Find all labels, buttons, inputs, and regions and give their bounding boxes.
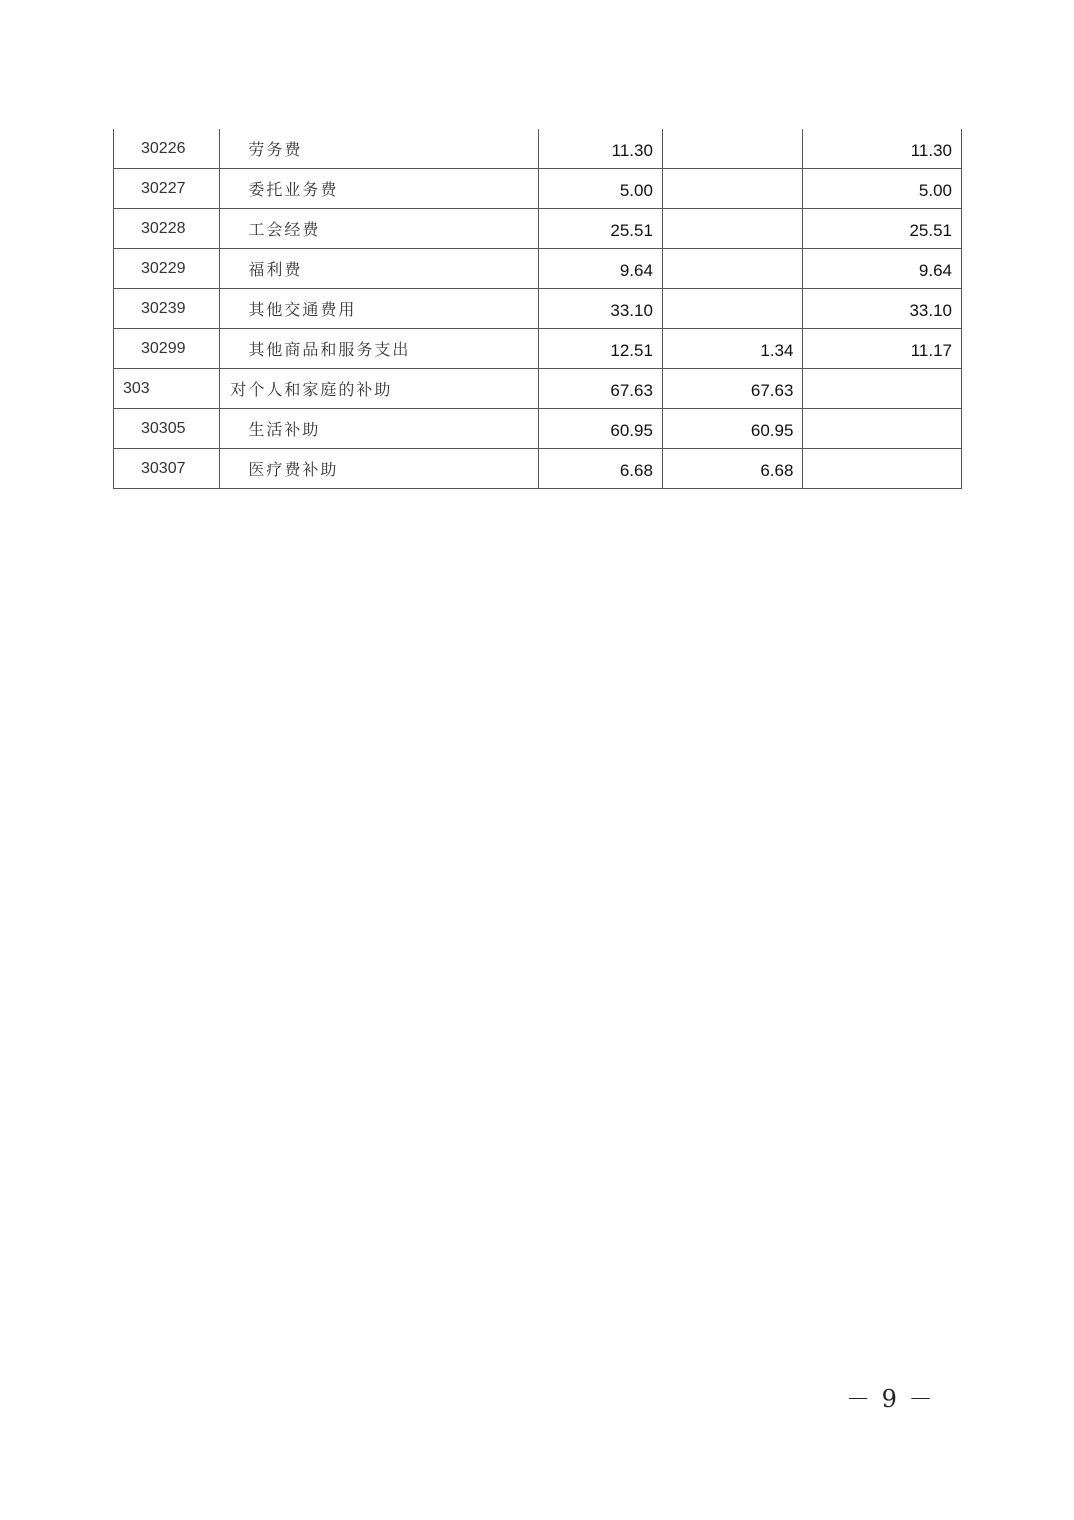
economic-code-cell: 303 xyxy=(114,369,220,409)
basic-amount-value: 1.34 xyxy=(760,340,794,360)
project-amount-cell xyxy=(803,329,962,369)
project-amount-value: 11.30 xyxy=(910,140,952,160)
economic-code-cell: 30229 xyxy=(114,249,220,289)
economic-code-cell: 30228 xyxy=(114,209,220,249)
item-name-cell: 医疗费补助 xyxy=(220,449,538,489)
basic-amount-value: 6.68 xyxy=(760,460,794,480)
project-amount-value: 25.51 xyxy=(909,220,952,240)
table-row xyxy=(114,249,962,289)
table-row xyxy=(114,209,962,249)
total-amount-cell xyxy=(538,209,662,249)
basic-amount-cell xyxy=(662,249,802,289)
project-amount-cell xyxy=(803,369,962,409)
total-amount-value: 12.51 xyxy=(610,340,653,360)
project-amount-cell xyxy=(803,289,962,329)
basic-amount-cell xyxy=(662,209,802,249)
project-amount-cell xyxy=(803,449,962,489)
economic-code-cell: 30305 xyxy=(114,409,220,449)
basic-amount-cell xyxy=(662,449,802,489)
table-row xyxy=(114,449,962,489)
page-number: － 9 － xyxy=(846,1385,935,1413)
total-amount-cell xyxy=(538,409,662,449)
basic-amount-cell xyxy=(662,369,802,409)
total-amount-value: 6.68 xyxy=(619,460,653,480)
item-name-cell: 工会经费 xyxy=(220,209,538,249)
total-amount-value: 11.30 xyxy=(611,140,653,160)
basic-amount-cell xyxy=(662,409,802,449)
project-amount-value: 5.00 xyxy=(918,180,952,200)
project-amount-value: 33.10 xyxy=(909,300,952,320)
item-name-cell: 劳务费 xyxy=(220,129,538,169)
table-row xyxy=(114,169,962,209)
total-amount-value: 9.64 xyxy=(619,260,653,280)
total-amount-value: 60.95 xyxy=(610,420,653,440)
basic-amount-cell xyxy=(662,329,802,369)
item-name-cell: 福利费 xyxy=(220,249,538,289)
basic-amount-cell xyxy=(662,169,802,209)
project-amount-cell xyxy=(803,249,962,289)
table-row xyxy=(114,329,962,369)
item-name-cell: 其他商品和服务支出 xyxy=(220,329,538,369)
basic-amount-cell xyxy=(662,289,802,329)
table-row xyxy=(114,409,962,449)
total-amount-cell xyxy=(538,369,662,409)
item-name-cell: 对个人和家庭的补助 xyxy=(220,369,538,409)
economic-code-cell: 30226 xyxy=(114,129,220,169)
basic-amount-cell xyxy=(662,129,802,169)
table-row xyxy=(114,289,962,329)
total-amount-cell xyxy=(538,449,662,489)
item-name-cell: 其他交通费用 xyxy=(220,289,538,329)
budget-table-body xyxy=(114,129,962,489)
total-amount-value: 5.00 xyxy=(619,180,653,200)
total-amount-value: 67.63 xyxy=(610,380,653,400)
budget-table xyxy=(113,129,962,489)
economic-code-cell: 30227 xyxy=(114,169,220,209)
total-amount-value: 33.10 xyxy=(610,300,653,320)
project-amount-cell xyxy=(803,209,962,249)
total-amount-cell xyxy=(538,329,662,369)
economic-code-cell: 30307 xyxy=(114,449,220,489)
total-amount-value: 25.51 xyxy=(610,220,653,240)
economic-code-cell: 30299 xyxy=(114,329,220,369)
table-row xyxy=(114,129,962,169)
project-amount-value: 11.17 xyxy=(910,340,952,360)
project-amount-cell xyxy=(803,409,962,449)
economic-code-cell: 30239 xyxy=(114,289,220,329)
total-amount-cell xyxy=(538,169,662,209)
total-amount-cell xyxy=(538,249,662,289)
project-amount-cell xyxy=(803,169,962,209)
project-amount-value: 9.64 xyxy=(918,260,952,280)
basic-amount-value: 60.95 xyxy=(750,420,794,440)
item-name-cell: 委托业务费 xyxy=(220,169,538,209)
item-name-cell: 生活补助 xyxy=(220,409,538,449)
basic-amount-value: 67.63 xyxy=(750,380,794,400)
total-amount-cell xyxy=(538,129,662,169)
project-amount-cell xyxy=(803,129,962,169)
total-amount-cell xyxy=(538,289,662,329)
table-row xyxy=(114,369,962,409)
